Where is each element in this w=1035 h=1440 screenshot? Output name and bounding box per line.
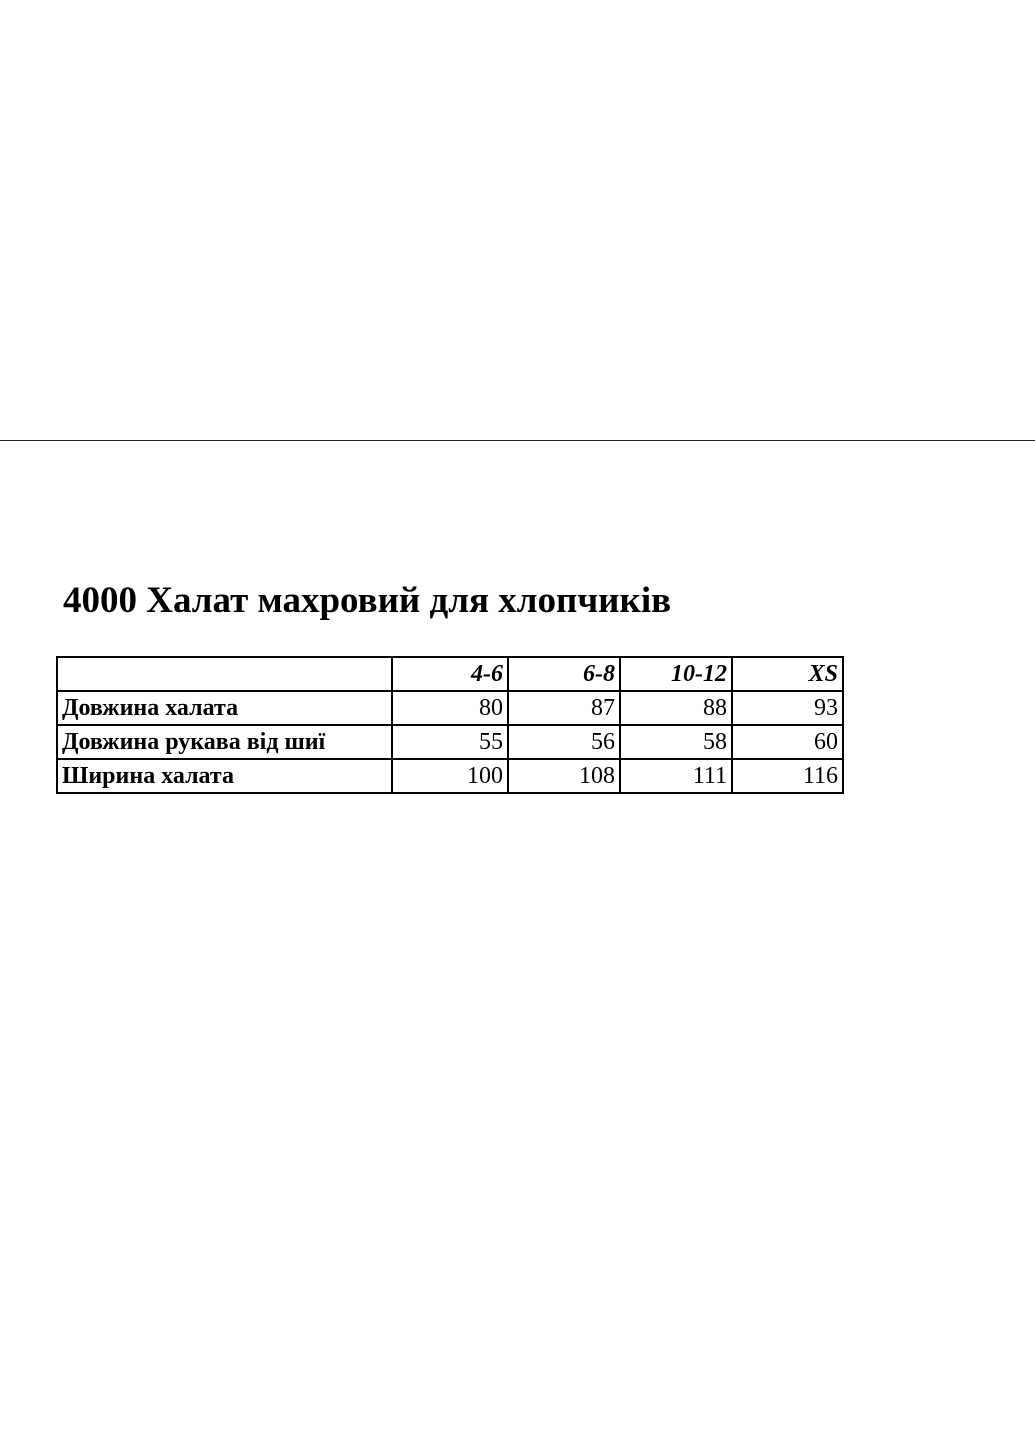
table-cell: 55 <box>392 725 508 759</box>
table-header-empty-cell <box>57 657 392 691</box>
row-label: Довжина халата <box>57 691 392 725</box>
table-cell: 116 <box>732 759 843 793</box>
table-header-cell: 6-8 <box>508 657 620 691</box>
table-header-cell: 10-12 <box>620 657 732 691</box>
table-header-cell: 4-6 <box>392 657 508 691</box>
table-header-row <box>57 657 843 691</box>
size-table <box>56 656 844 794</box>
table-row <box>57 759 843 793</box>
table-cell: 108 <box>508 759 620 793</box>
document-title: 4000 Халат махровий для хлопчиків <box>63 580 672 621</box>
horizontal-divider <box>0 440 1035 441</box>
table-cell: 88 <box>620 691 732 725</box>
table-row <box>57 691 843 725</box>
table-cell: 87 <box>508 691 620 725</box>
table-cell: 93 <box>732 691 843 725</box>
row-label: Довжина рукава від шиї <box>57 725 392 759</box>
row-label: Ширина халата <box>57 759 392 793</box>
table-header-cell: XS <box>732 657 843 691</box>
table-cell: 56 <box>508 725 620 759</box>
table-cell: 100 <box>392 759 508 793</box>
table-cell: 58 <box>620 725 732 759</box>
table-cell: 111 <box>620 759 732 793</box>
table-cell: 60 <box>732 725 843 759</box>
table-cell: 80 <box>392 691 508 725</box>
table-row <box>57 725 843 759</box>
